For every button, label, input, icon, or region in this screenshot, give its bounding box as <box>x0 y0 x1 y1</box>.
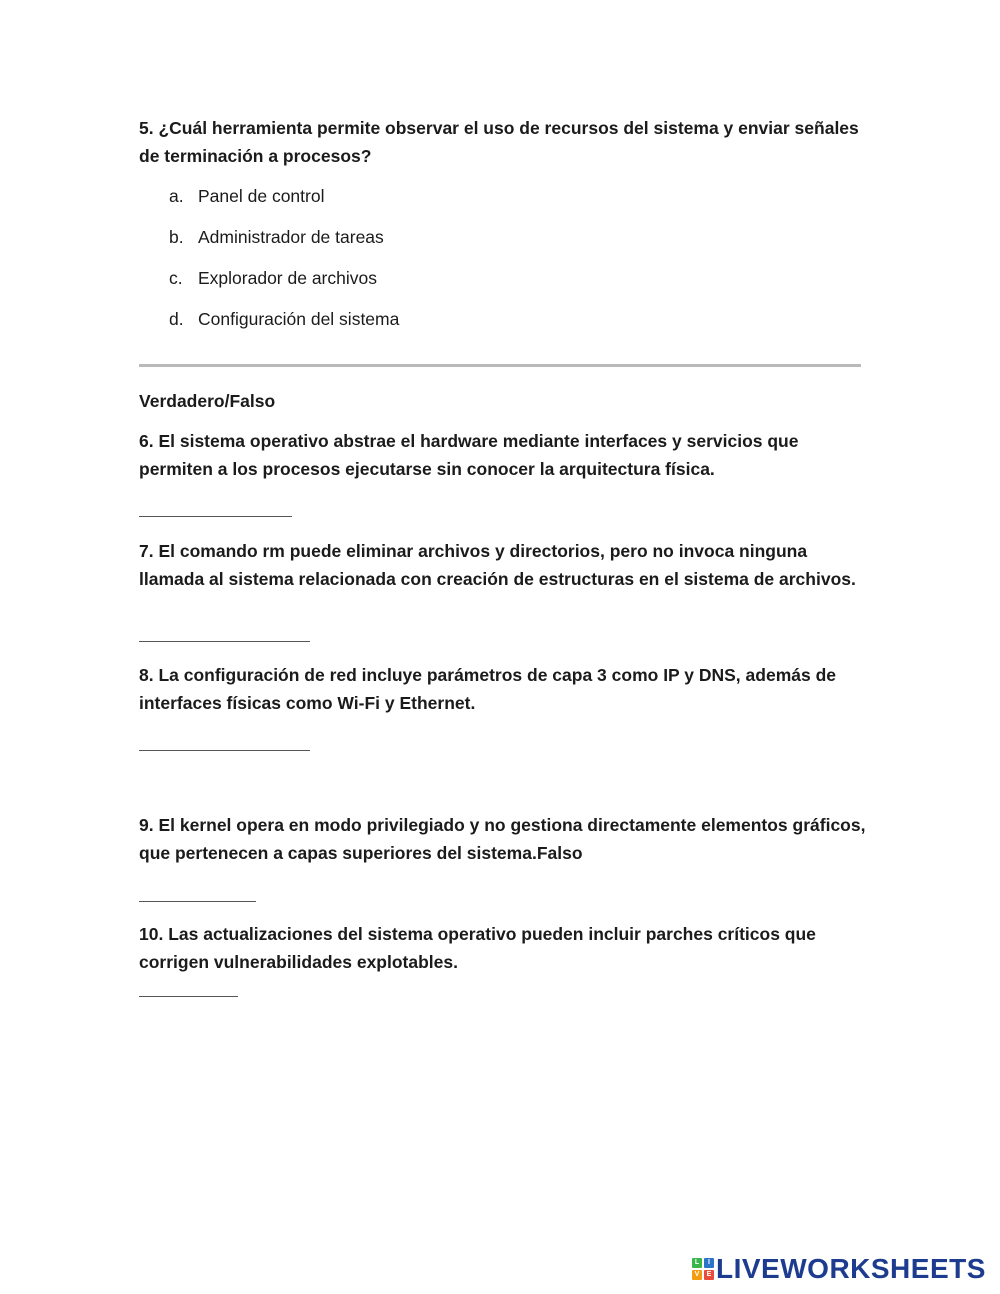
liveworksheets-logo <box>692 1255 986 1283</box>
section-divider <box>139 364 861 367</box>
option-d[interactable] <box>169 307 399 331</box>
question-6: 6. El sistema operativo abstrae el hardware mediante interfaces y servicios que permiten a los procesos ejecutarse sin conocer la arquitectura física. <box>139 431 799 479</box>
answer-blank-6[interactable] <box>139 516 292 517</box>
option-label: Configuración del sistema <box>198 309 400 329</box>
logo-text: LIVEWORKSHEETS <box>716 1253 986 1284</box>
option-letter: b. <box>169 227 184 247</box>
logo-mark-icon <box>692 1258 714 1280</box>
question-8: 8. La configuración de red incluye parámetros de capa 3 como IP y DNS, además de interfaces físicas como Wi-Fi y Ethernet. <box>139 665 837 713</box>
section-title: Verdadero/Falso <box>139 391 276 411</box>
question-5: 5. ¿Cuál herramienta permite observar el uso de recursos del sistema y enviar señales de terminación a procesos? <box>139 118 859 166</box>
option-c[interactable] <box>169 266 377 290</box>
logo-mark-letter: V <box>692 1270 702 1280</box>
logo-mark-letter: L <box>692 1258 702 1268</box>
logo-mark-letter: E <box>704 1270 714 1280</box>
option-a[interactable] <box>169 184 324 208</box>
option-b[interactable] <box>169 225 384 249</box>
answer-blank-10[interactable] <box>139 996 238 997</box>
answer-blank-7[interactable] <box>139 641 310 642</box>
question-9: 9. El kernel opera en modo privilegiado y no gestiona directamente elementos gráficos, que pertenecen a capas superiores del sistema.Falso <box>139 815 866 863</box>
option-label: Explorador de archivos <box>198 268 377 288</box>
answer-blank-9[interactable] <box>139 901 256 902</box>
option-letter: d. <box>169 309 184 329</box>
question-7: 7. El comando rm puede eliminar archivos y directorios, pero no invoca ninguna llamada al sistema relacionada con creación de estructuras en el sistema de archivos. <box>139 541 856 589</box>
option-letter: a. <box>169 186 184 206</box>
option-letter: c. <box>169 268 183 288</box>
option-label: Panel de control <box>198 186 325 206</box>
option-label: Administrador de tareas <box>198 227 384 247</box>
logo-mark-letter: I <box>704 1258 714 1268</box>
question-10: 10. Las actualizaciones del sistema operativo pueden incluir parches críticos que corrigen vulnerabilidades explotables. <box>139 924 816 972</box>
answer-blank-8[interactable] <box>139 750 310 751</box>
